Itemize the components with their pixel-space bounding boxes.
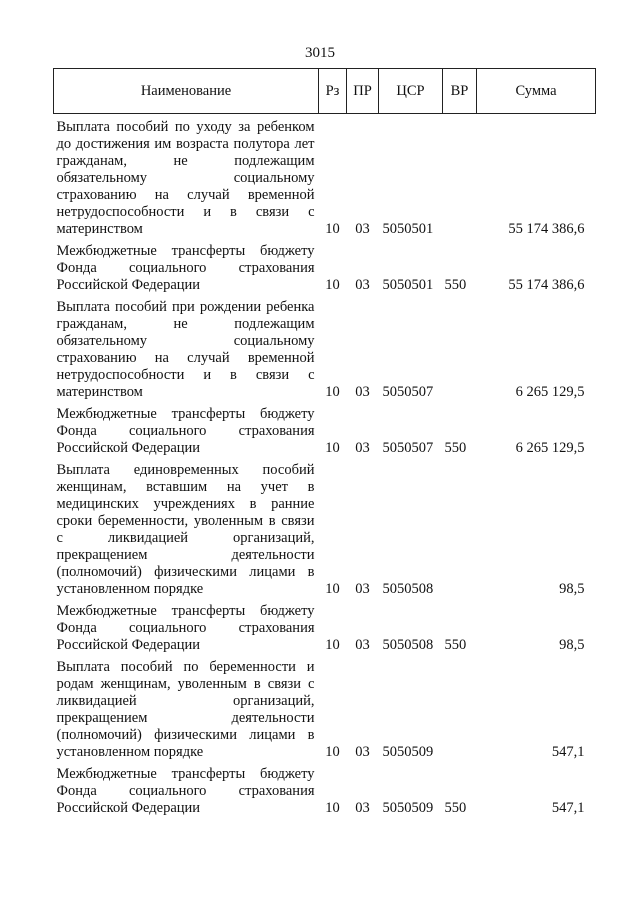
table-row <box>54 761 596 817</box>
row-pr: 03 <box>355 440 370 456</box>
row-pr: 03 <box>355 384 370 400</box>
row-pr: 03 <box>355 800 370 816</box>
row-pr: 03 <box>355 277 370 293</box>
row-csr: 5050507 <box>382 440 434 456</box>
row-pr: 03 <box>355 581 370 597</box>
page-number: 3015 <box>305 45 335 61</box>
table-row <box>54 654 596 761</box>
header-rz: Рз <box>319 69 347 114</box>
row-rz: 10 <box>325 277 340 293</box>
row-rz: 10 <box>325 800 340 816</box>
table-row <box>54 598 596 654</box>
row-csr: 5050507 <box>382 384 434 400</box>
header-name: Наименование <box>54 69 319 114</box>
row-name: Межбюджетные трансферты бюджету Фонда социального страхования Российской Федерации <box>56 406 315 456</box>
row-rz: 10 <box>325 384 340 400</box>
row-name: Выплата пособий по беременности и родам женщинам, уволенным в связи с ликвидацией организаций, прекращением деятельности (полномочий) физическими лицами в установленном порядке <box>56 659 315 760</box>
row-csr: 5050508 <box>382 637 434 653</box>
row-name: Межбюджетные трансферты бюджету Фонда социального страхования Российской Федерации <box>56 243 315 293</box>
table-row <box>54 401 596 457</box>
row-sum: 6 265 129,5 <box>515 384 585 400</box>
header-sum: Сумма <box>477 69 596 114</box>
row-csr: 5050501 <box>382 277 434 293</box>
row-rz: 10 <box>325 440 340 456</box>
budget-table <box>53 68 596 817</box>
row-sum: 547,1 <box>551 800 585 816</box>
row-csr: 5050508 <box>382 581 434 597</box>
row-sum: 98,5 <box>559 581 585 597</box>
row-csr: 5050509 <box>382 744 434 760</box>
table-row <box>54 238 596 294</box>
row-vr: 550 <box>444 440 467 456</box>
row-pr: 03 <box>355 637 370 653</box>
row-rz: 10 <box>325 637 340 653</box>
row-name: Выплата пособий при рождении ребенка гражданам, не подлежащим обязательному социальному страхованию на случай временной нетрудоспособности и в связи с материнством <box>56 299 315 400</box>
row-sum: 98,5 <box>559 637 585 653</box>
row-name: Межбюджетные трансферты бюджету Фонда социального страхования Российской Федерации <box>56 603 315 653</box>
row-csr: 5050501 <box>382 221 434 237</box>
row-sum: 55 174 386,6 <box>508 277 585 293</box>
row-vr <box>443 294 477 401</box>
table-row <box>54 114 596 239</box>
row-vr: 550 <box>444 800 467 816</box>
row-pr: 03 <box>355 221 370 237</box>
table-row <box>54 294 596 401</box>
row-vr <box>443 654 477 761</box>
header-vr: ВР <box>443 69 477 114</box>
table-row <box>54 457 596 598</box>
table-header-row <box>54 69 596 114</box>
row-vr: 550 <box>444 637 467 653</box>
header-pr: ПР <box>347 69 379 114</box>
row-pr: 03 <box>355 744 370 760</box>
row-name: Выплата пособий по уходу за ребенком до достижения им возраста полутора лет гражданам, не подлежащим обязательному социальному страхованию на случай временной нетрудоспособности и в связи с материнством <box>56 119 315 237</box>
row-rz: 10 <box>325 221 340 237</box>
row-sum: 547,1 <box>551 744 585 760</box>
row-vr <box>443 457 477 598</box>
row-rz: 10 <box>325 744 340 760</box>
row-rz: 10 <box>325 581 340 597</box>
row-vr <box>443 114 477 239</box>
row-sum: 55 174 386,6 <box>508 221 585 237</box>
row-name: Выплата единовременных пособий женщинам, вставшим на учет в медицинских учреждениях в ранние сроки беременности, уволенным в связи с ликвидацией организаций, прекращением деятельности (полномочий) физическими лицами в установленном порядке <box>56 462 315 597</box>
row-vr: 550 <box>444 277 467 293</box>
header-csr: ЦСР <box>379 69 443 114</box>
row-sum: 6 265 129,5 <box>515 440 585 456</box>
row-name: Межбюджетные трансферты бюджету Фонда социального страхования Российской Федерации <box>56 766 315 816</box>
row-csr: 5050509 <box>382 800 434 816</box>
